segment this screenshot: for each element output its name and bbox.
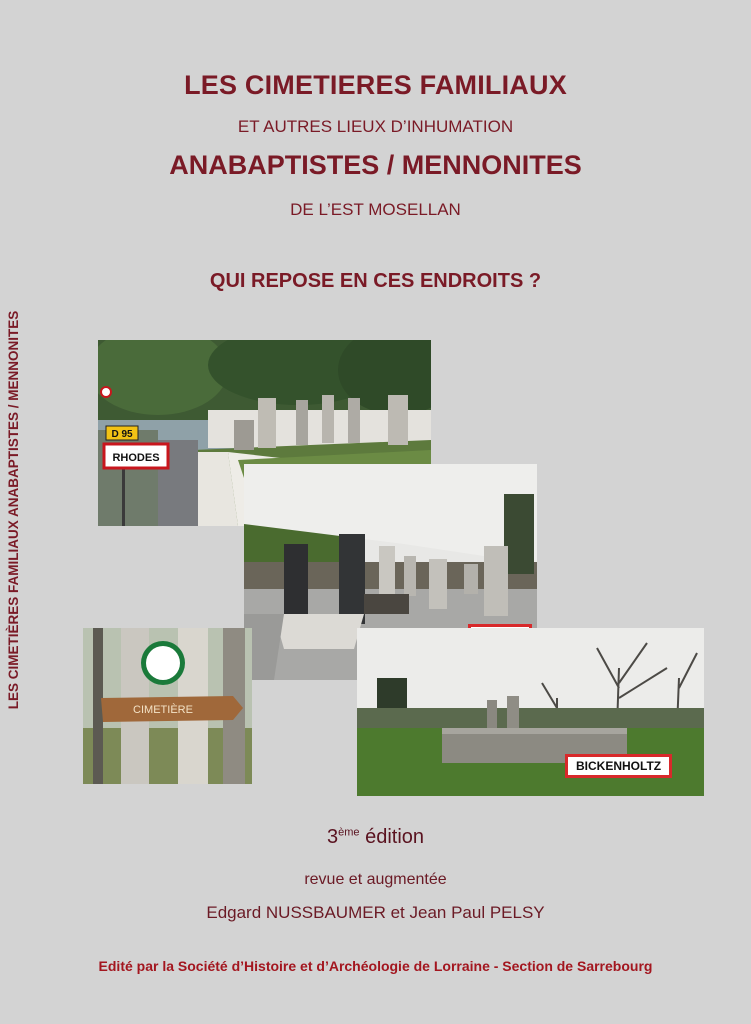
edition-line — [0, 826, 751, 849]
edition-superscript: ème — [338, 826, 360, 839]
svg-text:D 95: D 95 — [111, 429, 133, 440]
authors: Edgard NUSSBAUMER et Jean Paul PELSY — [206, 903, 545, 922]
rhodes-town-sign — [104, 444, 168, 468]
svg-text:RHODES: RHODES — [112, 452, 160, 464]
title-region: DE L’EST MOSELLAN — [290, 200, 461, 219]
spine-title: LES CIMETIÈRES FAMILIAUX ANABAPTISTES / MENNONITES — [6, 310, 21, 710]
edition-word: édition — [359, 826, 425, 848]
title-main: LES CIMETIERES FAMILIAUX — [184, 70, 567, 100]
edition-number: 3 — [326, 826, 339, 848]
cimetiere-sign-text: CIMETIÈRE — [133, 704, 193, 716]
title-anabaptistes: ANABAPTISTES / MENNONITES — [169, 150, 582, 180]
title-subline: ET AUTRES LIEUX D’INHUMATION — [237, 117, 514, 136]
photo-bickenholtz — [357, 628, 704, 796]
publisher: Edité par la Société d’Histoire et d’Archéologie de Lorraine - Section de Sarrebourg — [98, 958, 653, 974]
edition-revision: revue et augmentée — [304, 871, 447, 888]
cover-question: QUI REPOSE EN CES ENDROITS ? — [209, 270, 542, 292]
d95-road-sign — [106, 426, 138, 440]
photo-cimetiere-sign — [83, 628, 252, 784]
bickenholtz-label: BICKENHOLTZ — [565, 754, 672, 778]
